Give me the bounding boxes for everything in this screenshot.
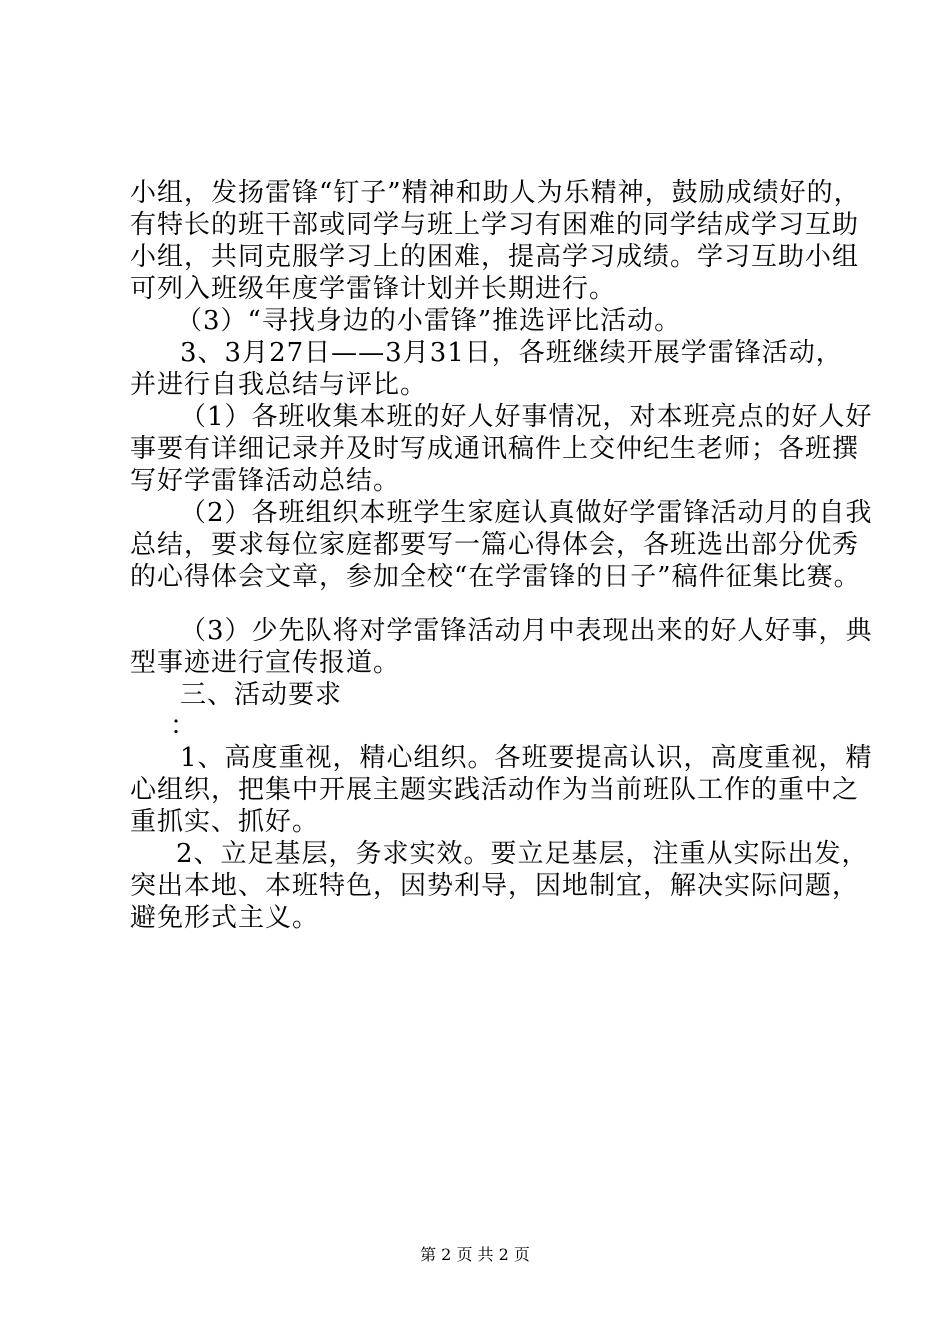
body-line: 小组，共同克服学习上的困难，提高学习成绩。学习互助小组 xyxy=(130,242,860,272)
body-line: （1）各班收集本班的好人好事情况，对本班亮点的好人好 xyxy=(180,402,873,432)
body-line: 有特长的班干部或同学与班上学习有困难的同学结成学习互助 xyxy=(130,210,860,240)
section-heading: 三、活动要求 xyxy=(180,680,343,710)
body-line: （3）“寻找身边的小雷锋”推选评比活动。 xyxy=(176,306,682,336)
body-line: 避免形式主义。 xyxy=(130,903,320,933)
body-line: ： xyxy=(170,711,198,741)
body-line: 小组，发扬雷锋“钉子”精神和助人为乐精神，鼓励成绩好的， xyxy=(130,178,861,208)
body-line: 事要有详细记录并及时写成通讯稿件上交仲纪生老师；各班撰 xyxy=(130,434,860,464)
body-line: 总结，要求每位家庭都要写一篇心得体会，各班选出部分优秀 xyxy=(130,530,860,560)
body-line: 可列入班级年度学雷锋计划并长期进行。 xyxy=(130,274,617,304)
body-line: 型事迹进行宣传报道。 xyxy=(130,648,401,678)
body-line: 写好学雷锋活动总结。 xyxy=(130,466,401,496)
body-line: （3）少先队将对学雷锋活动月中表现出来的好人好事，典 xyxy=(180,616,873,646)
body-line: 的心得体会文章，参加全校“在学雷锋的日子”稿件征集比赛。 xyxy=(130,562,861,592)
body-line: 重抓实、抓好。 xyxy=(130,807,320,837)
body-line: 突出本地、本班特色，因势利导，因地制宜，解决实际问题， xyxy=(130,871,860,901)
body-line: （2）各班组织本班学生家庭认真做好学雷锋活动月的自我 xyxy=(180,498,873,528)
body-line: 2、立足基层，务求实效。要立足基层，注重从实际出发， xyxy=(176,839,869,869)
page-number-footer: 第 2 页 共 2 页 xyxy=(420,1245,530,1264)
body-line: 1、高度重视，精心组织。各班要提高认识，高度重视，精 xyxy=(180,743,873,773)
body-line: 心组织，把集中开展主题实践活动作为当前班队工作的重中之 xyxy=(130,775,860,805)
body-line: 并进行自我总结与评比。 xyxy=(130,370,428,400)
body-line: 3、3月27日——3月31日，各班继续开展学雷锋活动， xyxy=(180,338,843,368)
